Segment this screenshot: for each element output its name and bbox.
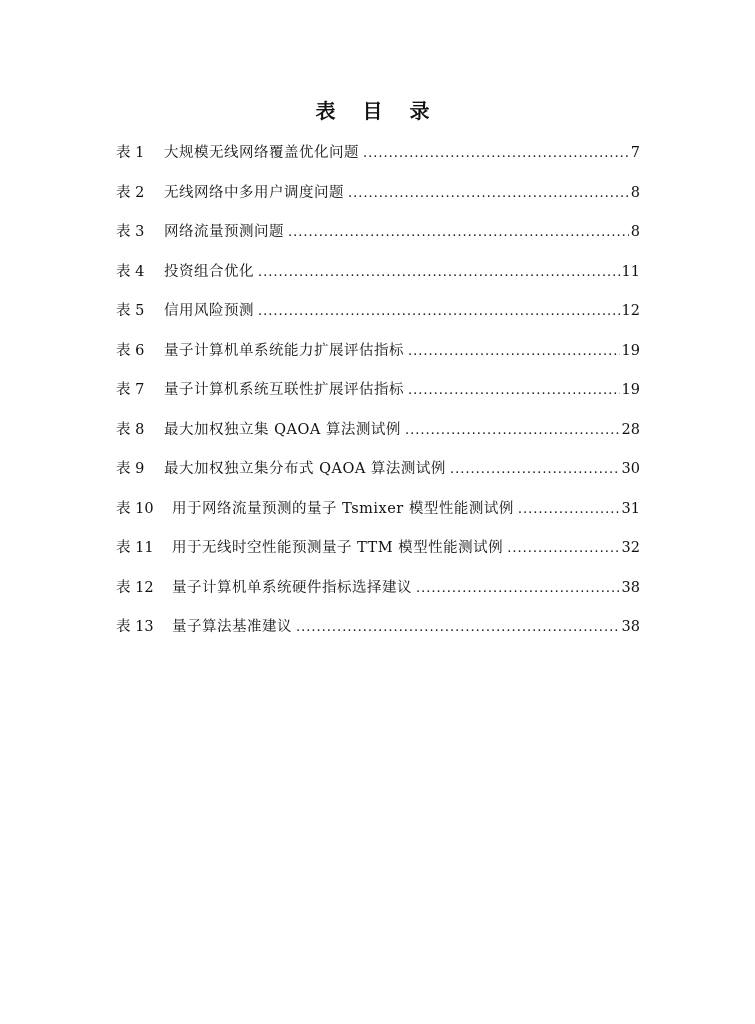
toc-entry-title: 无线网络中多用户调度问题 [164,184,344,201]
toc-entry[interactable] [116,260,640,300]
toc-entry-page: 31 [621,500,640,517]
toc-entry-title: 信用风险预测 [164,303,254,319]
toc-entry-page: 8 [630,184,640,201]
toc-entry-title: 量子计算机单系统能力扩展评估指标 [164,342,404,359]
toc-entry-page: 12 [621,303,640,319]
toc-dot-leader [296,616,620,640]
toc-dot-leader [518,498,620,522]
toc-dot-leader [507,537,619,561]
toc-entry-title: 最大加权独立集分布式 QAOA 算法测试例 [164,461,446,477]
toc-entry-label: 表 5 [116,303,145,319]
toc-entry-title: 大规模无线网络覆盖优化问题 [164,145,359,161]
toc-entry[interactable] [116,536,640,576]
toc-entry-page: 30 [621,461,640,477]
toc-entry[interactable] [116,576,640,616]
toc-entry[interactable] [116,418,640,458]
toc-entry-label: 表 3 [116,224,145,240]
toc-entry-label: 表 7 [116,382,145,398]
toc-entry-label: 表 6 [116,342,145,359]
toc-entry-title: 量子计算机系统互联性扩展评估指标 [164,382,404,398]
toc-entry[interactable] [116,457,640,497]
toc-entry-title: 用于无线时空性能预测量子 TTM 模型性能测试例 [172,540,504,556]
toc-entry-label: 表 1 [116,145,145,161]
toc-entry[interactable] [116,141,640,181]
toc-entry[interactable] [116,497,640,537]
toc-entry-page: 7 [630,145,640,161]
toc-entry-page: 38 [621,579,640,596]
toc-entry[interactable] [116,220,640,260]
toc-entry-page: 8 [630,224,640,240]
toc-entry[interactable] [116,615,640,655]
toc-entry-page: 38 [621,619,640,635]
toc-dot-leader [258,300,620,324]
toc-entry-label: 表 13 [116,619,154,635]
toc-entry-label: 表 4 [116,263,145,280]
toc-entry-label: 表 9 [116,461,145,477]
toc-entry-title: 网络流量预测问题 [164,224,284,240]
toc-dot-leader [363,142,629,166]
toc-dot-leader [288,221,629,245]
toc-dot-leader [408,340,620,364]
toc-entry-title: 量子计算机单系统硬件指标选择建议 [172,579,412,596]
toc-dot-leader [258,261,620,285]
toc-entry-title: 投资组合优化 [164,263,254,280]
toc-dot-leader [416,577,620,601]
toc-entry-page: 28 [621,421,640,438]
toc-entry-label: 表 12 [116,579,154,596]
toc-entry[interactable] [116,181,640,221]
toc-entry[interactable] [116,299,640,339]
toc-entry-page: 19 [621,382,640,398]
toc-entry[interactable] [116,339,640,379]
toc-entry-page: 11 [621,263,640,280]
toc-dot-leader [408,379,620,403]
toc-entry-title: 最大加权独立集 QAOA 算法测试例 [164,421,401,438]
toc-entry-label: 表 11 [116,540,154,556]
toc-dot-leader [348,182,629,206]
toc-entry[interactable] [116,378,640,418]
toc-entry-page: 32 [621,540,640,556]
toc-entry-title: 量子算法基准建议 [172,619,292,635]
toc-heading: 表 目 录 [315,99,440,123]
toc-dot-leader [450,458,620,482]
toc-entry-page: 19 [621,342,640,359]
toc-entry-title: 用于网络流量预测的量子 Tsmixer 模型性能测试例 [172,500,514,517]
toc-entry-label: 表 10 [116,500,154,517]
toc-entry-label: 表 8 [116,421,145,438]
toc-dot-leader [405,419,620,443]
toc-entry-label: 表 2 [116,184,145,201]
table-of-tables [116,141,640,655]
